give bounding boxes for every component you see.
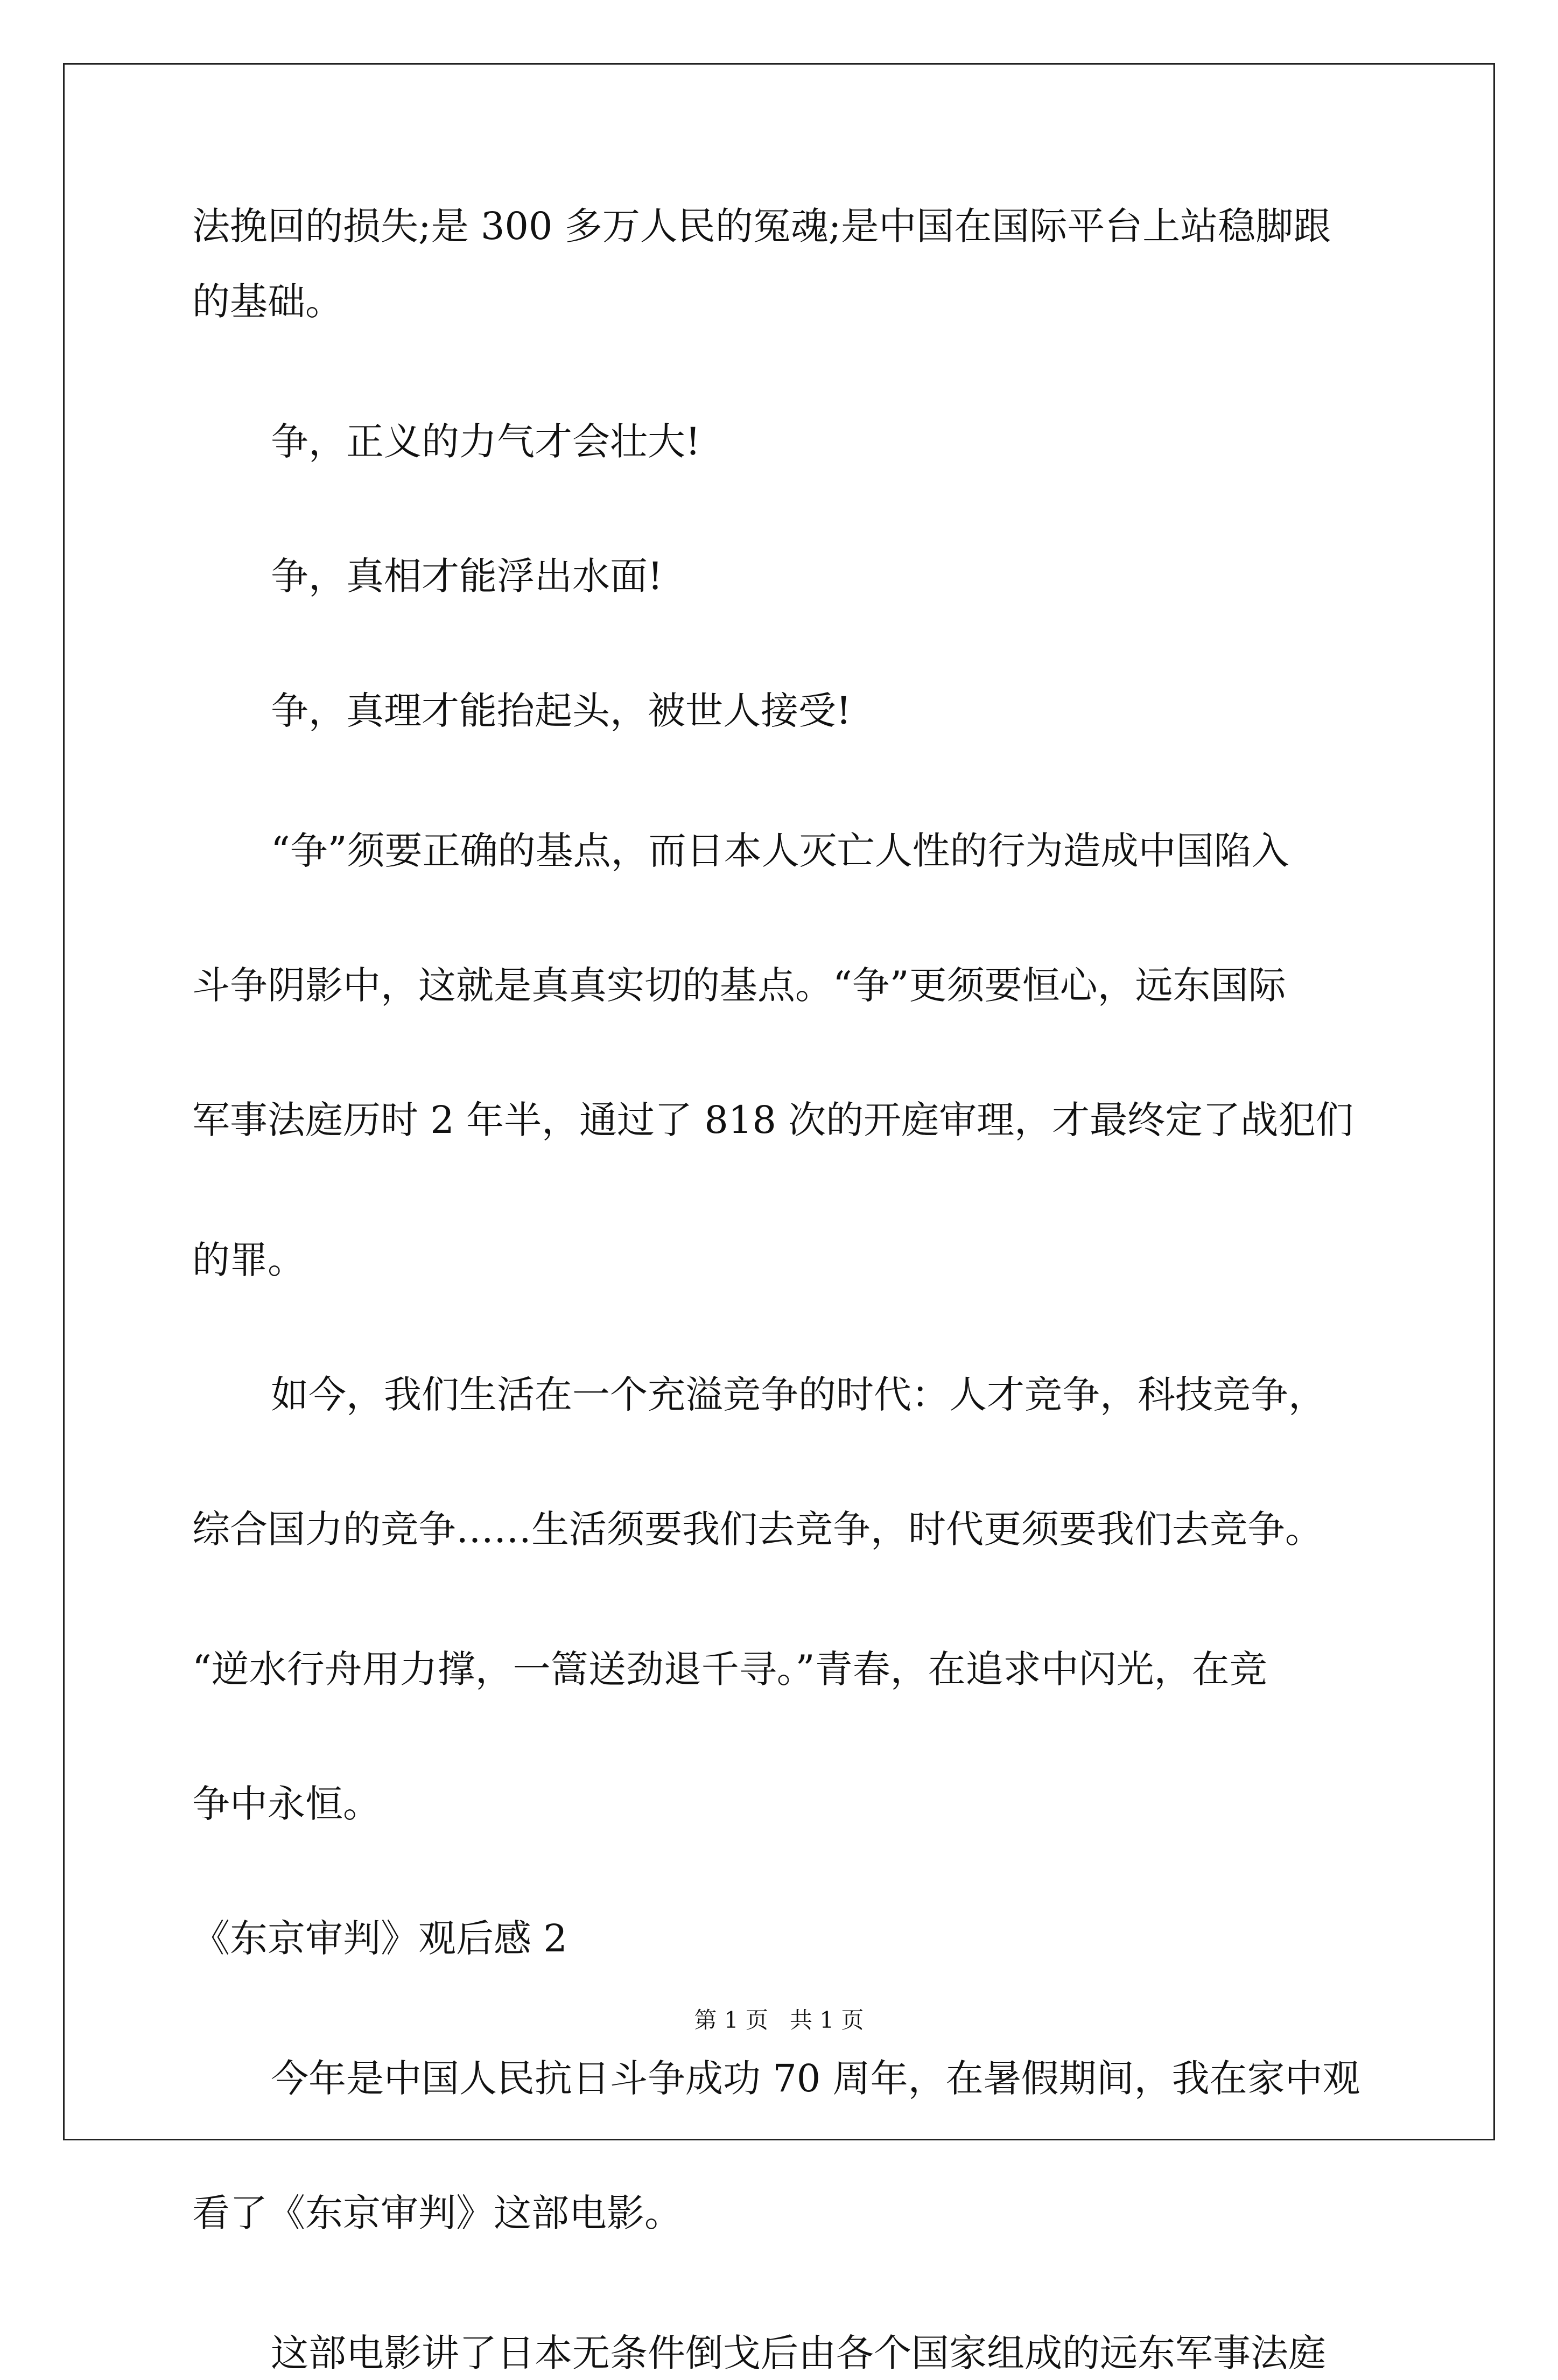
- paragraph-line-4: 争，真相才能浮出水面!: [271, 554, 663, 598]
- text-line-16: 看了《东京审判》这部电影。: [192, 2191, 682, 2235]
- text-line-7: 斗争阴影中，这就是真真实切的基点。“争”更须要恒心，远东国际: [192, 963, 1286, 1007]
- text-line-2: 的基础。: [192, 279, 343, 324]
- page-footer: 第 1 页 共 1 页: [694, 2007, 864, 2033]
- paragraph-line-6: “争”须要正确的基点，而日本人灭亡人性的行为造成中国陷入: [271, 829, 1289, 873]
- paragraph-line-17: 这部电影讲了日本无条件倒戈后由各个国家组成的远东军事法庭: [271, 2331, 1326, 2375]
- text-line-11: 综合国力的竞争……生活须要我们去竞争，时代更须要我们去竞争。: [192, 1507, 1323, 1551]
- text-line-1: 法挽回的损失;是 300 多万人民的冤魂;是中国在国际平台上站稳脚跟: [192, 204, 1331, 248]
- paragraph-line-15: 今年是中国人民抗日斗争成功 70 周年，在暑假期间，我在家中观: [271, 2056, 1360, 2101]
- paragraph-line-5: 争，真理才能抬起头，被世人接受!: [271, 689, 852, 733]
- paragraph-line-10: 如今，我们生活在一个充溢竞争的时代：人才竞争，科技竞争，: [271, 1373, 1326, 1417]
- text-line-13: 争中永恒。: [192, 1782, 381, 1826]
- paragraph-line-3: 争，正义的力气才会壮大!: [271, 419, 701, 464]
- text-line-8: 军事法庭历时 2 年半，通过了 818 次的开庭审理，才最终定了战犯们: [192, 1098, 1354, 1142]
- text-line-12: “逆水行舟用力撑，一篙送劲退千寻。”青春，在追求中闪光，在竞: [192, 1647, 1267, 1691]
- text-line-9: 的罪。: [192, 1238, 305, 1282]
- section-heading: 《东京审判》观后感 2: [192, 1916, 567, 1961]
